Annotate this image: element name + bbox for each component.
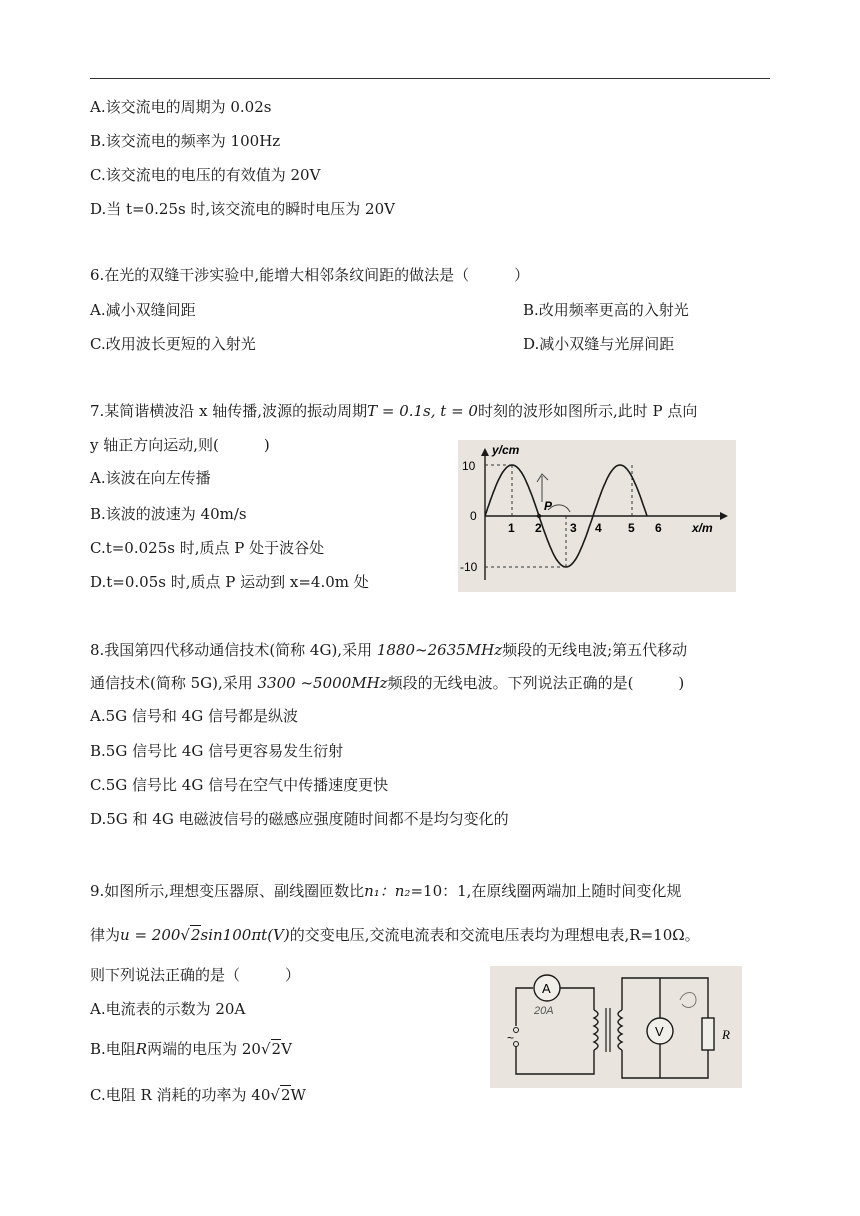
x-tick-1: 1	[508, 521, 515, 535]
y-tick-0: 0	[470, 509, 477, 523]
q9-stem-1-post: =10：1,在原线圈两端加上随时间变化规	[410, 882, 682, 900]
q8-stem-line-2	[90, 672, 684, 693]
q9-option-c-pre: C.电阻 R 消耗的功率为 40	[90, 1086, 271, 1104]
q9-stem-1-pre: 9.如图所示,理想变压器原、副线圈匝数比	[90, 882, 365, 900]
y-tick-neg10: -10	[460, 560, 478, 574]
q9-option-b-math: R	[135, 1040, 148, 1058]
ac-source-label: ~	[507, 1031, 515, 1045]
q7-stem-text-post: 时刻的波形如图所示,此时 P 点向	[477, 402, 698, 420]
q8-option-d[interactable]: D.5G 和 4G 电磁波信号的磁感应强度随时间都不是均匀变化的	[90, 810, 509, 828]
transformer-circuit-figure	[490, 966, 742, 1088]
q8-stem-1-pre: 8.我国第四代移动通信技术(简称 4G),采用	[90, 641, 377, 659]
x-tick-6: 6	[655, 521, 662, 535]
header-rule	[90, 78, 770, 79]
q8-stem-2-pre: 通信技术(简称 5G),采用	[90, 674, 258, 692]
sqrt-symbol: √2	[270, 1086, 291, 1104]
q9-option-c[interactable]	[90, 1084, 306, 1105]
ammeter-label: A	[542, 981, 551, 996]
q6-option-b[interactable]: B.改用频率更高的入射光	[523, 301, 689, 319]
q8-stem-1-math: 1880~2635MHz	[376, 641, 503, 659]
q7-option-c[interactable]: C.t=0.025s 时,质点 P 处于波谷处	[90, 539, 325, 557]
q9-stem-2-post: 的交变电压,交流电流表和交流电压表均为理想电表,R=10Ω。	[289, 926, 700, 944]
point-p-label: P	[544, 499, 553, 513]
q9-option-b-post: V	[281, 1040, 292, 1058]
q7-stem-math: T = 0.1s, t = 0	[367, 402, 478, 420]
q8-stem-line-1	[90, 639, 687, 660]
wave-figure	[458, 440, 736, 592]
q9-option-c-radicand: 2	[280, 1086, 291, 1104]
q9-stem-2-math-a: u = 200	[120, 926, 181, 944]
q9-option-b-mid: 两端的电压为 20	[147, 1040, 261, 1058]
y-axis-label: y/cm	[492, 443, 520, 457]
q6-option-a[interactable]: A.减小双缝间距	[90, 301, 196, 319]
q7-stem-text-pre: 7.某简谐横波沿 x 轴传播,波源的振动周期	[90, 402, 368, 420]
q9-stem-line-1	[90, 880, 681, 901]
resistor	[702, 1018, 714, 1050]
sqrt-symbol: √2	[260, 1040, 282, 1058]
q9-stem-2-math-b: sin100πt(V)	[200, 926, 290, 944]
q9-option-b-pre: B.电阻	[90, 1040, 136, 1058]
q5-option-a[interactable]: A.该交流电的周期为 0.02s	[90, 98, 272, 116]
q9-option-b[interactable]	[90, 1038, 292, 1059]
q8-stem-1-post: 频段的无线电波;第五代移动	[502, 641, 688, 659]
voltmeter-label: V	[655, 1024, 664, 1039]
q9-stem-line-2	[90, 924, 700, 945]
q9-stem-2-radicand: 2	[190, 926, 201, 944]
q9-option-c-post: W	[290, 1086, 306, 1104]
q7-option-b[interactable]: B.该波的波速为 40m/s	[90, 505, 247, 523]
point-p-marker	[537, 514, 541, 518]
q7-option-a[interactable]: A.该波在向左传播	[90, 469, 211, 487]
q6-option-d[interactable]: D.减小双缝与光屏间距	[523, 335, 675, 353]
q5-option-b[interactable]: B.该交流电的频率为 100Hz	[90, 132, 281, 150]
q5-option-c[interactable]: C.该交流电的电压的有效值为 20V	[90, 166, 321, 184]
q7-option-d[interactable]: D.t=0.05s 时,质点 P 运动到 x=4.0m 处	[90, 573, 369, 591]
q9-stem-1-math: n₁：n₂	[364, 882, 411, 900]
q6-option-c[interactable]: C.改用波长更短的入射光	[90, 335, 256, 353]
q9-option-a[interactable]: A.电流表的示数为 20A	[90, 1000, 246, 1018]
q7-stem-line-2: y 轴正方向运动,则( )	[90, 436, 270, 454]
q8-option-c[interactable]: C.5G 信号比 4G 信号在空气中传播速度更快	[90, 776, 389, 794]
q8-stem-2-post: 频段的无线电波。下列说法正确的是( )	[387, 674, 685, 692]
x-tick-2: 2	[535, 521, 542, 535]
q9-stem-line-3: 则下列说法正确的是（ ）	[90, 966, 301, 984]
x-axis-label: x/m	[692, 521, 713, 535]
handwritten-note: 20A	[534, 1005, 554, 1017]
sqrt-symbol: √2	[180, 926, 201, 944]
q7-stem-line-1	[90, 400, 697, 421]
q9-stem-2-pre: 律为	[90, 926, 121, 944]
q9-option-b-radicand: 2	[271, 1040, 282, 1058]
y-tick-10: 10	[462, 459, 476, 473]
q8-stem-2-math: 3300 ~5000MHz	[257, 674, 388, 692]
x-tick-5: 5	[628, 521, 635, 535]
x-tick-4: 4	[595, 521, 602, 535]
q5-option-d[interactable]: D.当 t=0.25s 时,该交流电的瞬时电压为 20V	[90, 200, 395, 218]
q8-option-b[interactable]: B.5G 信号比 4G 信号更容易发生衍射	[90, 742, 344, 760]
q8-option-a[interactable]: A.5G 信号和 4G 信号都是纵波	[90, 707, 298, 725]
x-tick-3: 3	[570, 521, 577, 535]
q6-stem: 6.在光的双缝干涉实验中,能增大相邻条纹间距的做法是（ ）	[90, 266, 530, 284]
resistor-label: R	[722, 1027, 730, 1042]
